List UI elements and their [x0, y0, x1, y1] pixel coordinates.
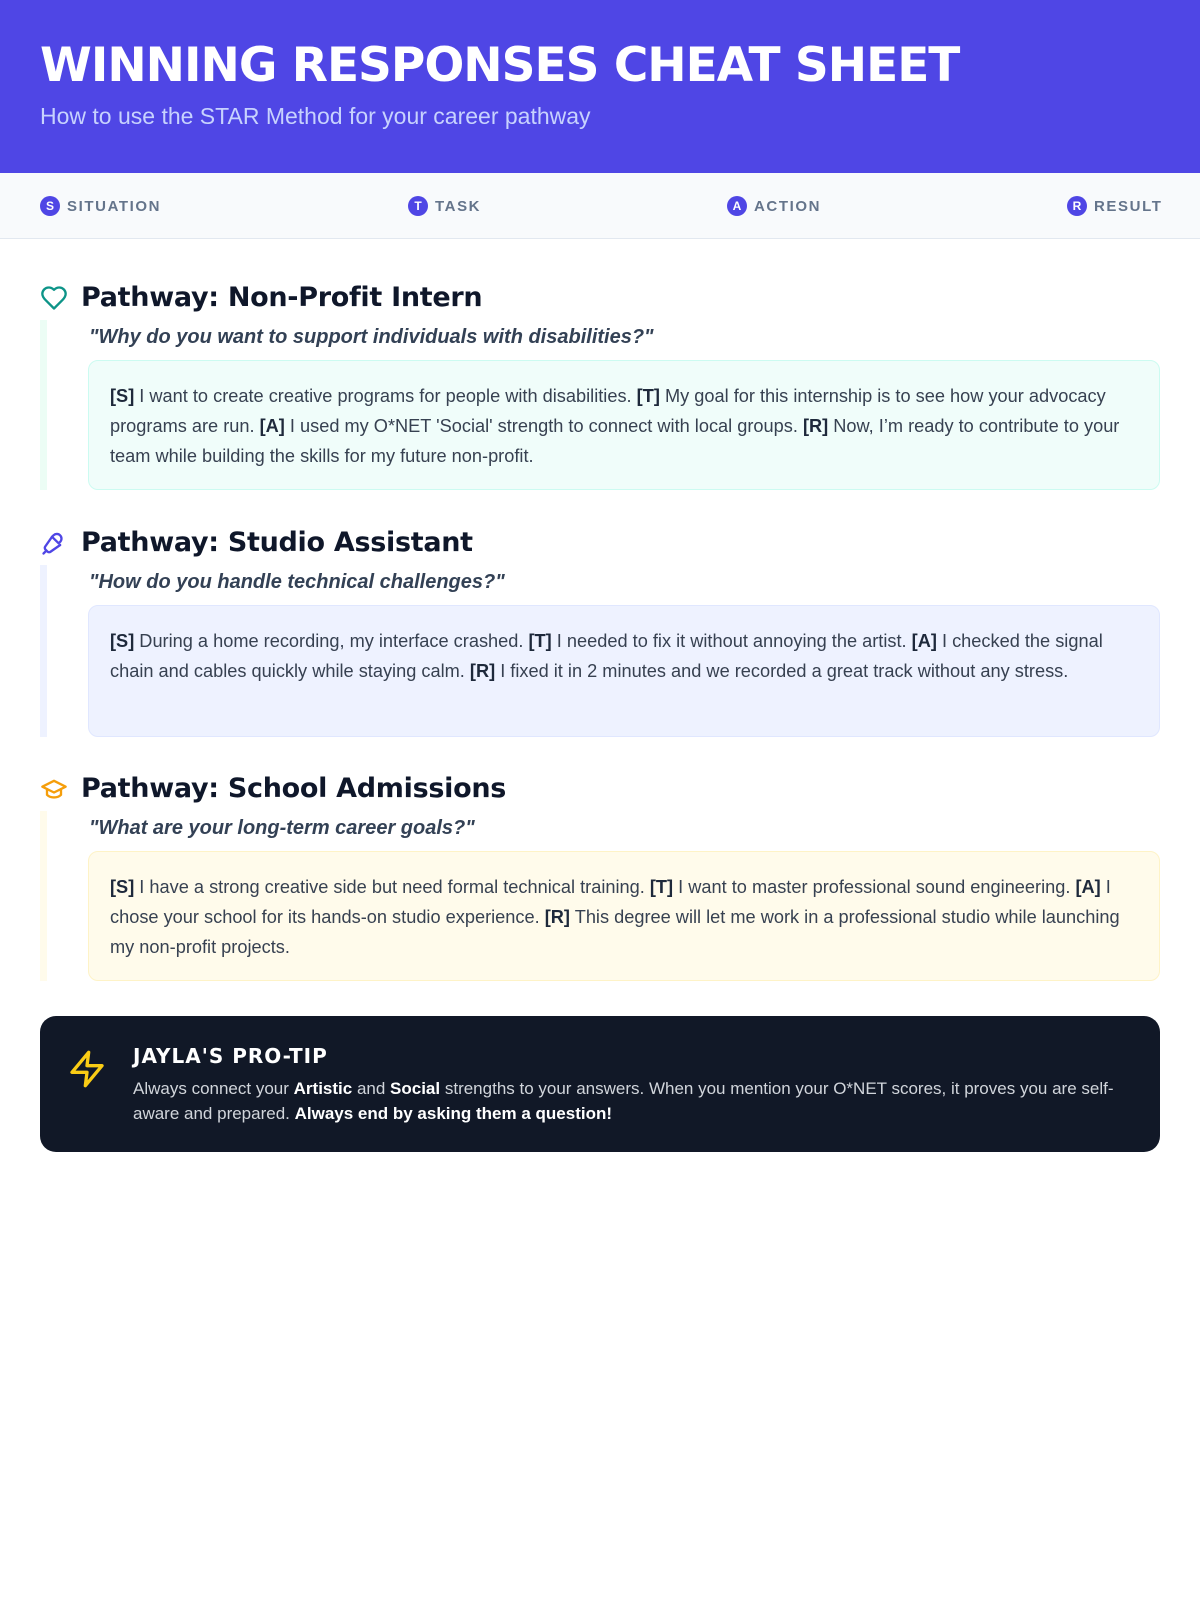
answer-result: This degree will let me work in a professional studio while launching my non-profit projects. — [110, 907, 1120, 957]
answer-situation: I want to create creative programs for people with disabilities. — [134, 386, 637, 406]
answer-task: My goal for this internship is to see how your advocacy programs are run. — [110, 386, 1106, 436]
pro-tip-box — [40, 1016, 1160, 1152]
star-legend-situation — [40, 196, 161, 216]
answer-result: Now, I’m ready to contribute to your team while building the skills for my future non-profit. — [110, 416, 1120, 466]
star-legend-result — [1067, 196, 1163, 216]
star-tag-a: [A] — [911, 631, 937, 651]
star-answer-card — [88, 851, 1160, 981]
answer-action: I chose your school for its hands-on studio experience. — [110, 877, 1111, 927]
star-tag-r: [R] — [469, 661, 496, 681]
microphone-icon — [40, 529, 68, 557]
answer-action: I used my O*NET 'Social' strength to connect with local groups. — [284, 416, 803, 436]
answer-task: I needed to fix it without annoying the artist. — [551, 631, 912, 651]
star-tag-r: [R] — [802, 416, 829, 436]
pro-tip-text — [133, 1076, 1133, 1126]
star-badge-s: S — [40, 196, 60, 216]
star-answer-card — [88, 605, 1160, 737]
star-tag-s: [S] — [110, 386, 135, 406]
pro-tip-title: JAYLA'S PRO-TIP — [133, 1044, 328, 1068]
header-banner — [0, 0, 1200, 173]
star-tag-a: [A] — [259, 416, 285, 436]
star-tag-r: [R] — [544, 907, 570, 927]
page-subtitle: How to use the STAR Method for your career pathway — [40, 103, 591, 129]
interview-question: "What are your long-term career goals?" — [89, 817, 475, 839]
heart-icon — [40, 284, 68, 312]
tip-emphasis-artistic: Artistic — [293, 1079, 353, 1098]
section-accent-bar — [40, 320, 47, 490]
star-legend-task — [408, 196, 481, 216]
star-tag-a: [A] — [1075, 877, 1101, 897]
answer-action: I checked the signal chain and cables quickly while staying calm. — [110, 631, 1103, 681]
star-badge-a: A — [727, 196, 747, 216]
tip-emphasis-question: Always end by asking them a question! — [294, 1104, 613, 1123]
pathway-title: Pathway: Studio Assistant — [81, 527, 473, 558]
interview-question: "Why do you want to support individuals with disabilities?" — [89, 326, 654, 348]
tip-text: Always connect your — [133, 1079, 294, 1098]
star-tag-t: [T] — [649, 877, 674, 897]
star-tag-t: [T] — [636, 386, 660, 406]
tip-emphasis-social: Social — [390, 1079, 441, 1098]
star-tag-t: [T] — [528, 631, 552, 651]
answer-result: I fixed it in 2 minutes and we recorded a great track without any stress. — [495, 661, 1069, 681]
tip-text: strengths to your answers. When you mention your O*NET scores, it proves you are self-aware and prepared. — [133, 1079, 1114, 1123]
page-title: WINNING RESPONSES CHEAT SHEET — [40, 38, 960, 93]
section-accent-bar — [40, 565, 47, 737]
pathway-title: Pathway: School Admissions — [81, 773, 507, 804]
interview-question: "How do you handle technical challenges?" — [89, 571, 505, 593]
answer-situation: During a home recording, my interface crashed. — [134, 631, 529, 651]
star-legend-action — [727, 196, 821, 216]
star-badge-t: T — [408, 196, 428, 216]
star-legend-bar — [0, 173, 1200, 239]
pathway-title: Pathway: Non-Profit Intern — [81, 282, 483, 313]
section-accent-bar — [40, 811, 47, 981]
tip-text: and — [352, 1079, 391, 1098]
star-answer-card — [88, 360, 1160, 490]
star-label-task: TASK — [435, 197, 482, 215]
star-tag-s: [S] — [110, 631, 135, 651]
star-tag-s: [S] — [110, 877, 135, 897]
answer-task: I want to master professional sound engineering. — [673, 877, 1076, 897]
star-label-result: RESULT — [1094, 197, 1163, 215]
answer-situation: I have a strong creative side but need formal technical training. — [134, 877, 650, 897]
graduation-cap-icon — [40, 775, 68, 803]
lightning-icon — [67, 1049, 107, 1089]
star-label-action: ACTION — [754, 197, 822, 215]
star-label-situation: SITUATION — [67, 197, 162, 215]
star-badge-r: R — [1067, 196, 1087, 216]
